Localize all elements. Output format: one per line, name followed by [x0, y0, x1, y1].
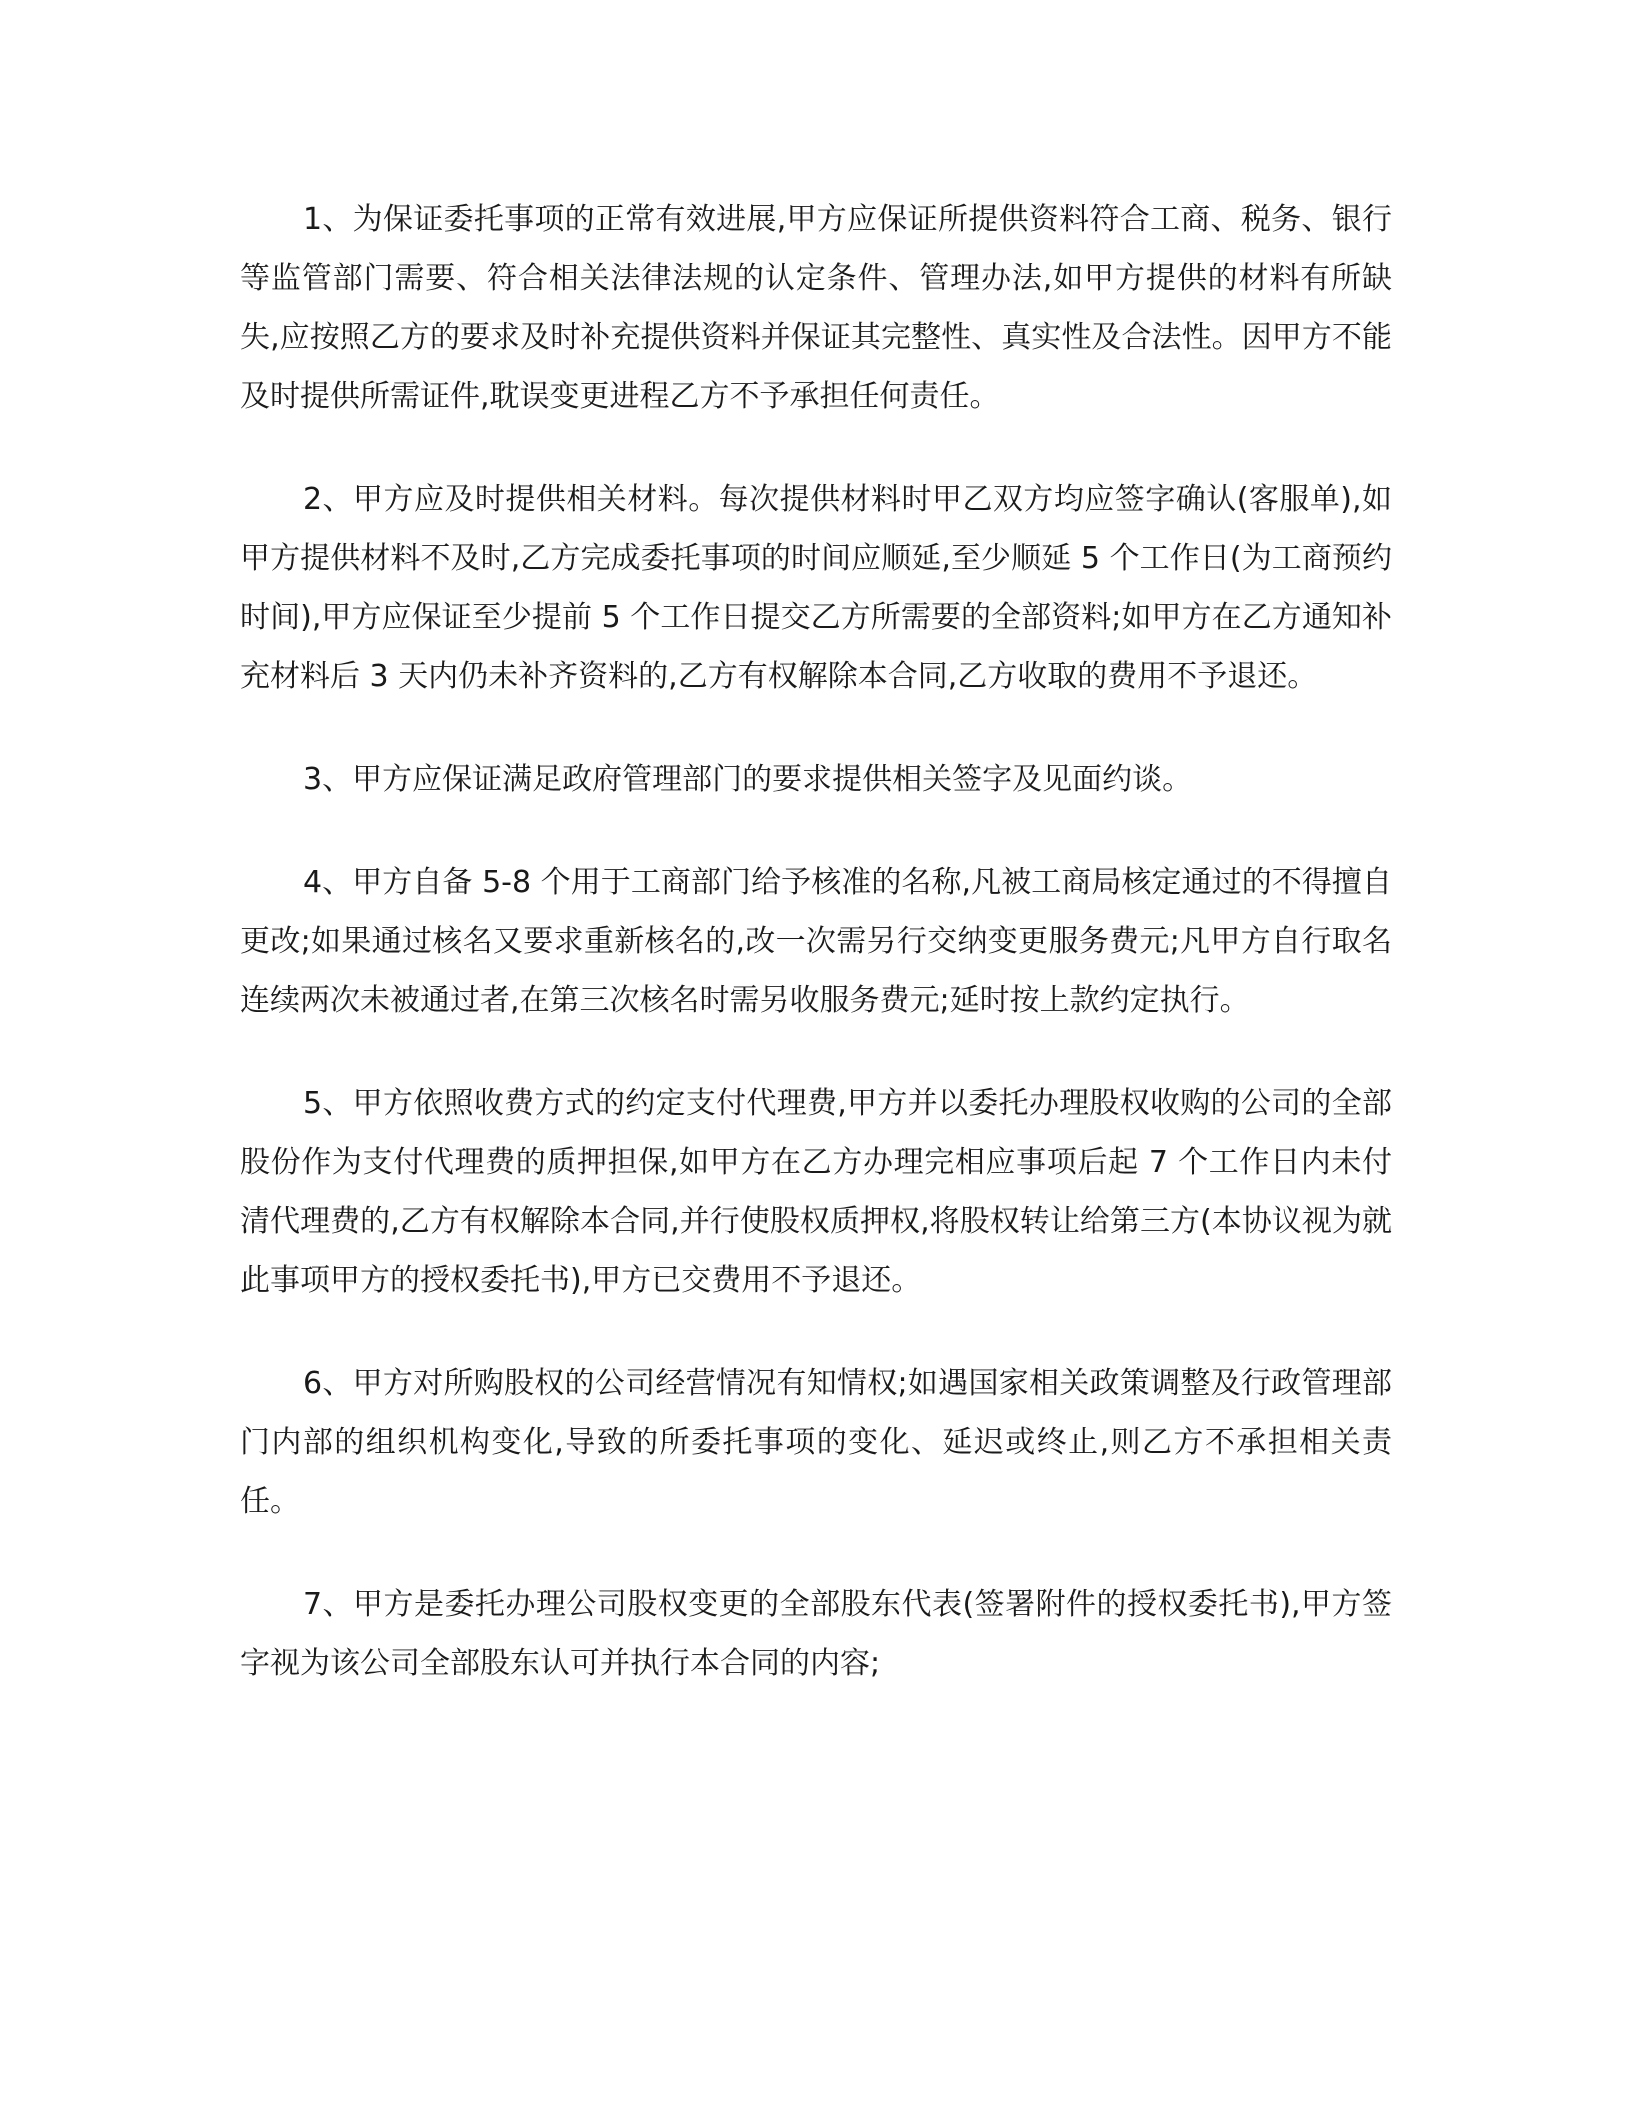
clause-4: 4、甲方自备 5-8 个用于工商部门给予核准的名称,凡被工商局核定通过的不得擅自更改;如果通过核名又要求重新核名的,改一次需另行交纳变更服务费元;凡甲方自行取名连续两次未被通过者,在第三次核名时需另收服务费元;延时按上款约定执行。: [240, 865, 1392, 1018]
clause-6: 6、甲方对所购股权的公司经营情况有知情权;如遇国家相关政策调整及行政管理部门内部的组织机构变化,导致的所委托事项的变化、延迟或终止,则乙方不承担相关责任。: [240, 1366, 1392, 1519]
clause-7: 7、甲方是委托办理公司股权变更的全部股东代表(签署附件的授权委托书),甲方签字视为该公司全部股东认可并执行本合同的内容;: [240, 1587, 1392, 1681]
clause-5: 5、甲方依照收费方式的约定支付代理费,甲方并以委托办理股权收购的公司的全部股份作为支付代理费的质押担保,如甲方在乙方办理完相应事项后起 7 个工作日内未付清代理费的,乙方有权解除本合同,并行使股权质押权,将股权转让给第三方(本协议视为就此事项甲方的授权委托书),甲方已交费用不予退还。: [240, 1086, 1392, 1298]
document-body: [240, 190, 1392, 1737]
clause-1: 1、为保证委托事项的正常有效进展,甲方应保证所提供资料符合工商、税务、银行等监管部门需要、符合相关法律法规的认定条件、管理办法,如甲方提供的材料有所缺失,应按照乙方的要求及时补充提供资料并保证其完整性、真实性及合法性。因甲方不能及时提供所需证件,耽误变更进程乙方不予承担任何责任。: [240, 202, 1392, 414]
clause-2: 2、甲方应及时提供相关材料。每次提供材料时甲乙双方均应签字确认(客服单),如甲方提供材料不及时,乙方完成委托事项的时间应顺延,至少顺延 5 个工作日(为工商预约时间),甲方应保证至少提前 5 个工作日提交乙方所需要的全部资料;如甲方在乙方通知补充材料后 3 天内仍未补齐资料的,乙方有权解除本合同,乙方收取的费用不予退还。: [240, 482, 1392, 694]
clause-3: 3、甲方应保证满足政府管理部门的要求提供相关签字及见面约谈。: [303, 762, 1193, 797]
